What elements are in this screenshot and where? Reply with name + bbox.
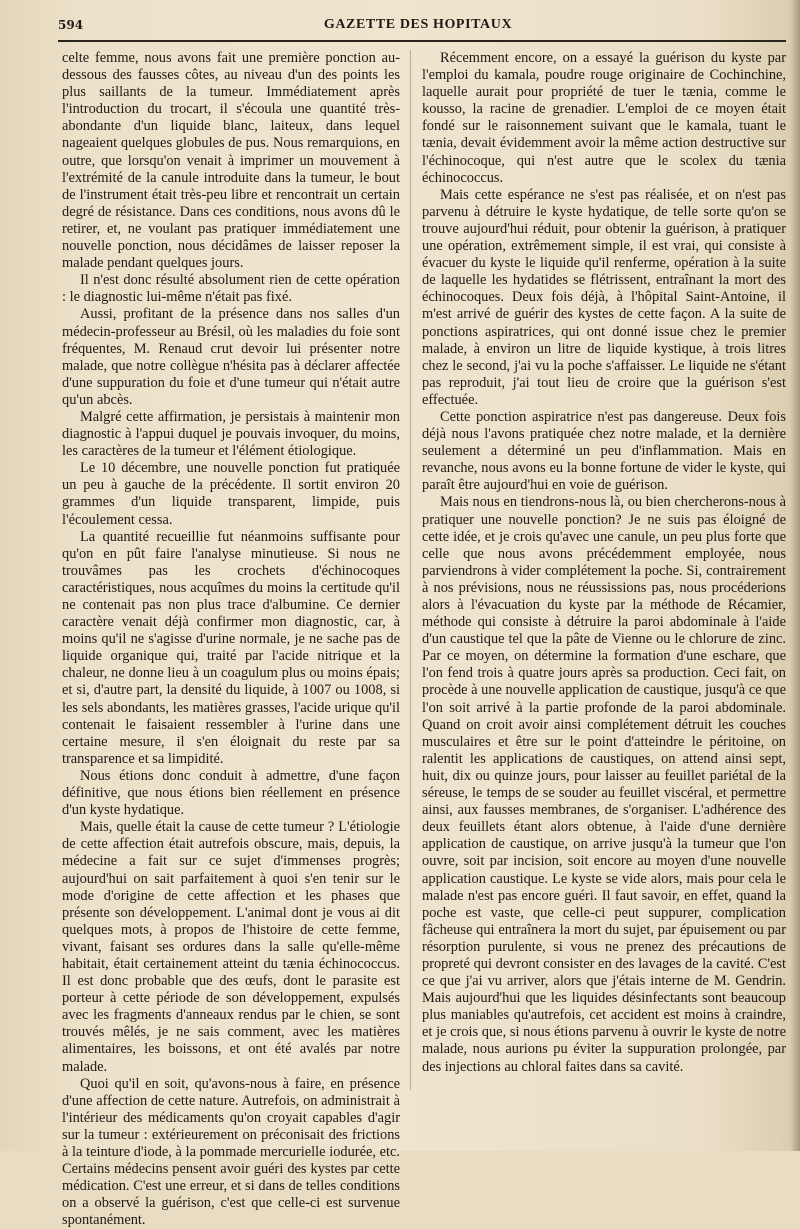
paragraph: Nous étions donc conduit à admettre, d'une façon définitive, que nous étions bien réellement en présence d'un kyste hydatique. xyxy=(62,767,400,819)
paragraph: Quoi qu'il en soit, qu'avons-nous à faire, en présence d'une affection de cette nature. Autrefois, on administrait à l'intérieur des médicaments qu'on croyait capables d'agir sur la tumeur : extérieurement on préconisait des frictions à la teinture d'iode, à la pommade mercurielle iodurée, etc. Certains médecins pensent avoir guéri des kystes par cette médication. C'est une erreur, et si dans de telles conditions on a observé la guérison, c'est que celle-ci est survenue spontanément. xyxy=(62,1075,400,1229)
paragraph: Le 10 décembre, une nouvelle ponction fut pratiquée un peu à gauche de la précédente. Il sortit environ 20 grammes d'un liquide transparent, limpide, puis l'écoulement cessa. xyxy=(62,460,400,528)
paragraph: Il n'est donc résulté absolument rien de cette opération : le diagnostic lui-même n'était pas fixé. xyxy=(62,272,400,306)
header-rule xyxy=(58,40,786,42)
paragraph: Malgré cette affirmation, je persistais à maintenir mon diagnostic à l'appui duquel je pouvais invoquer, du moins, les caractères de la tumeur et l'élément étiologique. xyxy=(62,408,400,460)
page-header xyxy=(50,14,786,38)
paragraph: Mais, quelle était la cause de cette tumeur ? L'étiologie de cette affection était autrefois obscure, mais, depuis, la médecine a fait sur ce sujet d'immenses progrès; aujourd'hui on sait parfaitement à quoi s'en tenir sur le mode d'origine de cette affection et les phases que présente son développement. L'animal dont je vous ai dit quelques mots, à propos de l'histoire de cette femme, vivant, faisant ses ordures dans la salle qu'elle-même habitait, était certainement atteint du tænia échinococcus. Il est donc probable que des œufs, dont le parasite est porteur à cette période de son développement, expulsés avec les fragments d'anneaux rendus par le chien, se sont trouvés mêlés, je ne sais comment, avec les matières alimentaires, les boissons, et ont été avalés par notre malade. xyxy=(62,819,400,1075)
running-head-title: GAZETTE DES HOPITAUX xyxy=(323,17,513,32)
page-number: 594 xyxy=(58,18,84,32)
right-column xyxy=(422,50,786,1076)
paragraph: Cette ponction aspiratrice n'est pas dangereuse. Deux fois déjà nous l'avons pratiquée chez notre malade, et la dernière seulement a déterminé un peu d'inflammation. Mais en revanche, nous avons eu la bonne fortune de vider le kyste, qui paraît être aujourd'hui en voie de guérison. xyxy=(422,408,786,494)
column-divider xyxy=(410,50,411,1090)
paragraph: Aussi, profitant de la présence dans nos salles d'un médecin-professeur au Brésil, où les maladies du foie sont fréquentes, M. Renaud crut devoir lui présenter notre malade, que notre collègue n'hésita pas à déclarer affectée d'une suppuration du foie et d'une tumeur qui n'était autre qu'un abcès. xyxy=(62,306,400,408)
paragraph: Mais nous en tiendrons-nous là, ou bien chercherons-nous à pratiquer une nouvelle ponction? Je ne suis pas éloigné de cette idée, et je crois qu'avec une canule, un peu plus forte que celle que nous avons précédemment employée, nous parviendrons à vider complétement la poche. Si, contrairement à nos prévisions, nous ne réussissions pas, nous procéderions alors à l'évacuation du kyste par la méthode de Récamier, méthode qui consiste à détruire la paroi abdominale à l'aide d'un caustique tel que la pâte de Vienne ou le chlorure de zinc. Par ce moyen, on détermine la formation d'une eschare, que l'on fend trois à quatre jours après sa production. Ceci fait, on procède à une nouvelle application de caustique, jusqu'à ce que l'on soit arrivé à la partie profonde de la paroi abdominale. Quand on croit avoir ainsi complétement détruit les couches musculaires et être sur le point d'atteindre le péritoine, on ralentit les applications de caustiques, on attend ainsi sept, huit, dix ou quinze jours, pour laisser au feuillet pariétal de la séreuse, le temps de se souder au feuillet viscéral, et permettre ainsi, aux fausses membranes, de s'organiser. L'adhérence des deux feuillets étant alors obtenue, à l'aide d'une dernière application de caustique, on arrive jusqu'à la tumeur que l'on ouvre, soit par incision, soit encore au moyen d'une nouvelle application caustique. Le kyste se vide alors, mais pour cela le malade n'est pas encore guéri. Il faut savoir, en effet, quand la poche est vaste, que celle-ci peut suppurer, complication fâcheuse qui entraînera la mort du sujet, par épuisement ou par résorption purulente, si vous ne prenez des précautions de propreté qui devront consister en des lavages de la cavité. C'est ce que j'ai vu arriver, alors que j'étais interne de M. Gendrin. Mais aujourd'hui que les liquides désinfectants sont beaucoup plus maniables qu'autrefois, cet accident est moins à craindre, et je crois que, si nous étions parvenu à ouvrir le kyste de notre malade, nous aurions pu éviter la suppuration prolongée, par des injections au chloral faites dans sa cavité. xyxy=(422,494,786,1075)
paragraph: celte femme, nous avons fait une première ponction au-dessous des fausses côtes, au niveau d'un des points les plus saillants de la tumeur. Immédiatement après l'introduction du trocart, il s'écoula une quantité très-abondante d'un liquide blanc, laiteux, dans lequel nageaient quelques globules de pus. Nous remarquions, en outre, que lorsqu'on venait à imprimer un mouvement à l'extrémité de la canule introduite dans la tumeur, le bout de l'instrument était très-peu libre et rencontrait un certain degré de résistance. Dans ces conditions, nous avons dû le retirer, et, ne voulant pas pratiquer immédiatement une nouvelle ponction, nous décidâmes de laisser reposer la malade pendant quelques jours. xyxy=(62,50,400,272)
paragraph: Récemment encore, on a essayé la guérison du kyste par l'emploi du kamala, poudre rouge originaire de Cochinchine, laquelle aurait pour propriété de tuer le tænia, comme le kousso, la racine de grenadier. L'emploi de ce moyen était fondé sur le raisonnement suivant que le kamala, tuant le tænia, devait évidemment avoir la même action destructive sur l'échinocoque, qui n'est autre que le scolex du tænia échinococcus. xyxy=(422,50,786,186)
paragraph: La quantité recueillie fut néanmoins suffisante pour qu'on en pût faire l'analyse minutieuse. Si nous ne trouvâmes pas les crochets d'échinocoques caractéristiques, nous acquîmes du moins la certitude qu'il ne contenait pas non plus trace d'albumine. Ce dernier caractère venait déjà confirmer mon diagnostic, car, à moins qu'il ne s'agisse d'urine normale, je ne sache pas de liquide organique qui, traité par l'acide nitrique et la chaleur, ne donne lieu à un coagulum plus ou moins épais; et si, d'autre part, la densité du liquide, à 1007 ou 1008, si les sels abondants, les matières grasses, l'acide urique qu'il contenait le faisaient ressembler à l'urine dans une certaine mesure, il s'en éloignait du reste par sa transparence et sa limpidité. xyxy=(62,528,400,767)
paragraph: Mais cette espérance ne s'est pas réalisée, et on n'est pas parvenu à détruire le kyste hydatique, de telle sorte qu'on se trouve aujourd'hui réduit, pour obtenir la guérison, à pratiquer une opération, extrêmement simple, il est vrai, qui consiste à évacuer du kyste le liquide qu'il renferme, opération à la suite de laquelle les hydatides se flétrissent, entraînant la mort des échinocoques. Deux fois déjà, à l'hôpital Saint-Antoine, il m'est arrivé de guérir des kystes de cette façon. A la suite de ponctions aspiratrices, qui ont donné issue chez le premier malade, à environ un litre de liquide kystique, à trois litres chez le second, j'ai vu la poche s'affaisser. Le liquide ne s'étant pas reproduit, j'ai tout lieu de croire que la guérison s'est effectuée. xyxy=(422,186,786,408)
left-column xyxy=(62,50,400,1229)
